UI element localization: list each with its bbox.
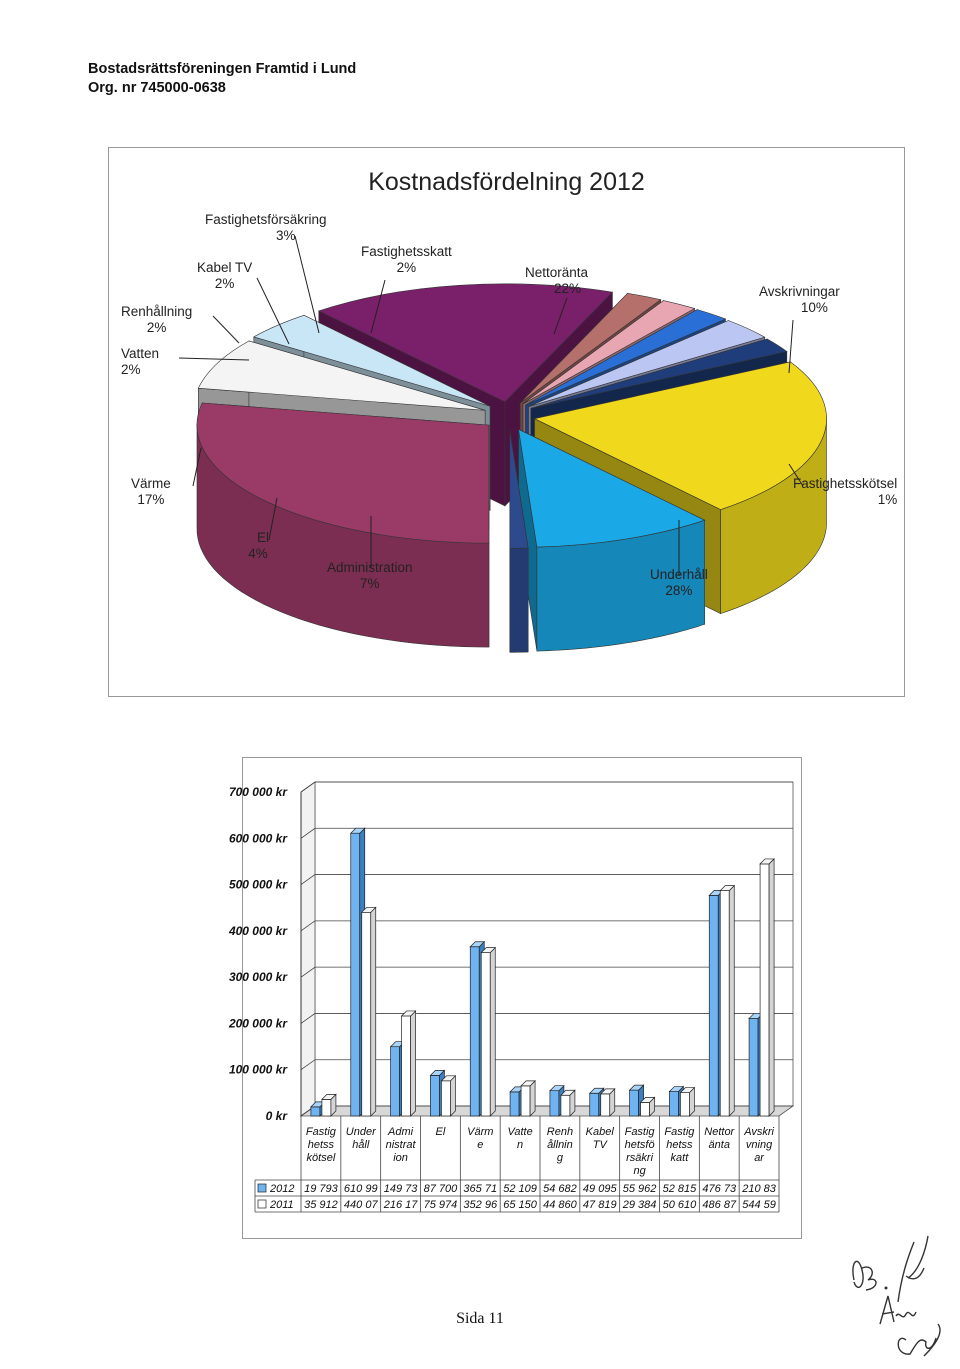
pie-slice-underh-ll	[197, 403, 489, 647]
pie-label-nettoranta: Nettoränta 22%	[525, 265, 589, 296]
pie-chart-title: Kostnadsfördelning 2012	[368, 168, 645, 196]
table-cell-2011: 544 59	[742, 1199, 776, 1211]
category-label: ar	[754, 1152, 764, 1164]
legend-key-2012	[258, 1184, 266, 1192]
table-cell-2012: 49 095	[582, 1183, 617, 1195]
legend-key-2011	[258, 1200, 266, 1208]
handwritten-signature	[840, 1232, 950, 1362]
page-number: Sida 11	[456, 1310, 504, 1327]
category-label: Vatte	[507, 1126, 533, 1138]
category-label: Renh	[546, 1126, 574, 1138]
table-cell-2012: 149 73	[383, 1183, 418, 1195]
pie-label-kabel-tv: Kabel TV 2%	[197, 260, 253, 291]
bar-2011-9	[680, 1088, 694, 1116]
pie-label-fastighetsskotsel: Fastighetsskötsel 1%	[793, 476, 898, 507]
y-tick-label: 0 kr	[265, 1109, 287, 1123]
series-label-2011: 2011	[270, 1199, 294, 1211]
table-cell-2012: 19 793	[304, 1183, 338, 1195]
bar-2011-1	[362, 907, 376, 1116]
bar-2011-0	[322, 1094, 336, 1116]
table-cell-2012: 365 71	[463, 1183, 498, 1195]
table-cell-2012: 210 83	[742, 1183, 776, 1195]
table-cell-2011: 440 07	[343, 1199, 378, 1211]
category-label: rsäkri	[626, 1152, 654, 1164]
y-tick-label: 300 000 kr	[228, 970, 287, 985]
bar-2011-10	[720, 886, 734, 1116]
bar-side-wall	[301, 782, 315, 1116]
category-label: änta	[708, 1139, 730, 1151]
pie-label-underhall: Underhåll 28%	[650, 567, 708, 598]
category-label: ng	[633, 1165, 646, 1177]
category-label: Under	[345, 1126, 376, 1138]
bar-2011-3	[441, 1076, 455, 1116]
table-cell-2012: 52 815	[662, 1183, 697, 1195]
category-label: Fastig	[305, 1126, 336, 1138]
organization-name: Bostadsrättsföreningen Framtid i Lund	[88, 61, 357, 77]
category-label: hetss	[307, 1139, 335, 1151]
table-cell-2011: 216 17	[383, 1199, 418, 1211]
pie-label-renhallning: Renhållning 2%	[121, 304, 193, 335]
category-label: håll	[352, 1139, 370, 1151]
category-label: nistrat	[385, 1139, 416, 1151]
table-cell-2011: 35 912	[304, 1199, 338, 1211]
table-cell-2011: 65 150	[503, 1199, 537, 1211]
category-label: TV	[592, 1139, 607, 1151]
y-tick-label: 200 000 kr	[228, 1016, 287, 1031]
table-cell-2012: 476 73	[702, 1183, 737, 1195]
category-label: Värm	[467, 1126, 494, 1138]
category-label: ållnin	[547, 1139, 573, 1151]
y-tick-label: 600 000 kr	[228, 831, 287, 846]
category-label: Avskri	[744, 1126, 774, 1138]
category-label: kötsel	[306, 1152, 336, 1164]
bar-2011-8	[641, 1097, 655, 1116]
bar-2011-6	[561, 1090, 575, 1116]
table-cell-2012: 55 962	[622, 1183, 657, 1195]
pie-label-avskrivningar: Avskrivningar 10%	[759, 284, 840, 315]
bar-2011-4	[481, 948, 495, 1116]
table-cell-2011: 44 860	[543, 1199, 577, 1211]
category-label: Nettor	[704, 1126, 735, 1138]
y-tick-label: 700 000 kr	[228, 785, 287, 799]
category-label: n	[517, 1139, 524, 1151]
category-label: g	[556, 1152, 563, 1164]
bar-chart	[228, 758, 801, 1238]
table-cell-2012: 52 109	[503, 1183, 537, 1195]
table-cell-2012: 87 700	[423, 1183, 458, 1195]
series-label-2012: 2012	[270, 1183, 295, 1195]
y-tick-label: 500 000 kr	[228, 877, 287, 892]
pie-label-fastighetsskatt: Fastighetsskatt 2%	[361, 244, 452, 275]
pie-leader-line	[213, 316, 239, 343]
pie-label-varme: Värme 17%	[131, 476, 171, 507]
table-cell-2011: 75 974	[423, 1199, 458, 1211]
category-label: Fastig	[624, 1126, 655, 1138]
bar-2011-7	[601, 1089, 615, 1116]
bar-2011-2	[402, 1011, 416, 1116]
pie-label-vatten: Vatten 2%	[121, 346, 160, 377]
bar-2011-11	[760, 859, 774, 1116]
category-label: Admi	[388, 1126, 414, 1138]
table-cell-2011: 352 96	[463, 1199, 498, 1211]
organization-number: Org. nr 745000-0638	[88, 80, 226, 96]
category-label: hetss	[666, 1139, 693, 1151]
category-label: vning	[745, 1139, 773, 1151]
bar-2011-5	[521, 1081, 535, 1116]
table-cell-2011: 486 87	[702, 1199, 737, 1211]
category-label: Kabel	[585, 1126, 614, 1138]
table-cell-2011: 47 819	[582, 1199, 617, 1211]
pie-label-administration: Administration 7%	[327, 560, 413, 591]
bar-chart-frame	[228, 757, 802, 1239]
category-label: katt	[670, 1152, 689, 1164]
table-cell-2012: 54 682	[543, 1183, 577, 1195]
y-tick-label: 400 000 kr	[228, 923, 287, 938]
y-tick-label: 100 000 kr	[228, 1062, 287, 1077]
table-cell-2012: 610 99	[343, 1183, 378, 1195]
category-label: ion	[393, 1152, 408, 1164]
table-cell-2011: 29 384	[622, 1199, 657, 1211]
pie-label-el: El 4%	[248, 530, 270, 561]
pie-chart-frame	[108, 147, 905, 697]
category-label: e	[477, 1139, 484, 1151]
category-label: hetsfö	[624, 1139, 655, 1151]
pie-label-fastighetsforsakring: Fastighetsförsäkring 3%	[205, 212, 327, 243]
category-label: El	[435, 1126, 446, 1138]
table-cell-2011: 50 610	[662, 1199, 697, 1211]
category-label: Fastig	[664, 1126, 695, 1138]
